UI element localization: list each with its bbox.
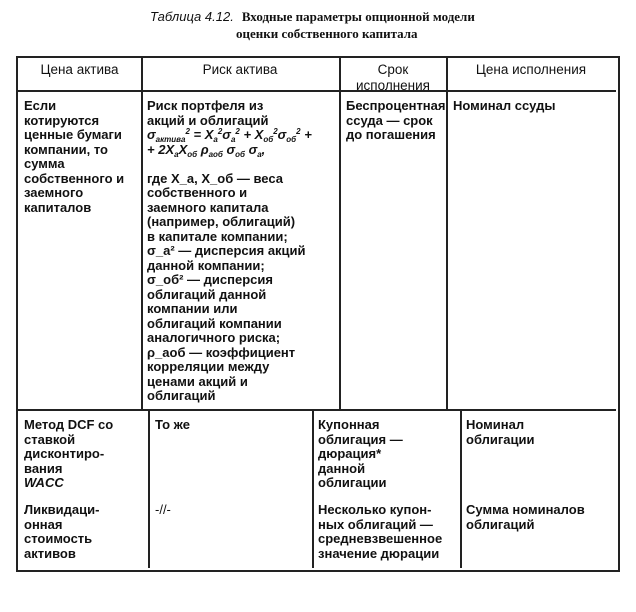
formula-symbol: ρ [197,141,209,157]
cell-line: котируются [24,112,100,128]
col-divider [460,410,462,568]
formula-superscript: 2 [217,127,223,136]
cell-line: облигаций [147,388,216,403]
formula-symbol: σ [222,141,236,157]
cell-asset-risk [147,99,337,404]
formula-symbol: + [239,127,255,142]
formula-symbol: + [300,127,312,142]
header-divider [18,90,616,92]
cell-line: облигация — [318,431,403,447]
cell-line: капиталов [24,199,92,215]
cell-line: активов [24,545,76,561]
formula-symbol: X [204,127,214,142]
section-divider [18,409,616,411]
formula-line [147,143,337,158]
cell-line: (например, облигаций) [147,214,296,229]
formula-line [147,128,337,143]
cell-line: σ_a² — дисперсия акций [147,243,306,258]
cell-line: облигаций данной [147,286,267,302]
cell-line: компании или [147,301,238,316]
cell-line: ρ_aоб — коэффициент [147,344,296,360]
cell-line: Метод DCF со [24,417,114,432]
caption-line-2: оценки собственного капитала [236,26,418,41]
cell-line: данной [318,460,366,476]
cell-line: ценные бумаги [24,127,122,142]
formula-subscript: активa [155,135,186,144]
cell-strike [466,503,616,532]
cell-strike [466,418,616,447]
formula-symbol: σ [277,127,287,142]
cell-line: Купонная [318,417,380,432]
formula-symbol: X [254,127,264,142]
formula-symbol: σ [147,127,156,142]
formula-subscript: aоб [208,149,223,159]
cell-line: собственного и [24,170,125,186]
cell-line: акций и облигаций [147,112,269,128]
cell-line: собственного и [147,185,248,200]
cell-line: WACC [24,475,64,490]
formula-symbol: σ [222,127,231,142]
formula-symbol: X [178,141,188,157]
formula-superscript: 2 [235,127,240,136]
formula-symbol: σ [244,141,258,157]
cell-line: заемного капитала [147,199,269,215]
spacer [147,157,337,172]
formula-subscript: a [213,135,218,144]
cell-line: Номинал [466,417,525,432]
col-divider [312,410,314,568]
formula-subscript: об [263,135,274,144]
formula-subscript: об [235,149,245,159]
formula-symbol: X [165,141,175,157]
cell-line: ссуда — срок [346,112,433,128]
formula-symbol: , [261,141,266,157]
table-number: Таблица 4.12. [150,9,234,24]
cell-line: средневзвешенное [318,531,443,546]
cell-term [318,418,458,491]
cell-line: вания [24,460,63,476]
cell-line: данной компании; [147,257,265,273]
formula-subscript: a [230,135,236,144]
formula-subscript: об [286,135,297,144]
cell-strike [453,99,613,114]
cell-line: облигаций компании [147,315,282,331]
col-divider [339,58,341,409]
cell-term [318,503,458,561]
cell-line: дисконтиро- [24,446,105,461]
cell-line: аналогичного риска; [147,330,281,345]
cell-line: Если [24,98,57,113]
cell-line: Несколько купон- [318,502,432,517]
cell-line: Ликвидаци- [24,502,100,517]
cell-line: Номинал ссуды [453,98,556,113]
formula-subscript: a [257,149,262,159]
cell-line: облигации [466,431,535,447]
cell-asset-risk [155,503,305,518]
cell-line: облигаций [466,516,535,532]
header-asset-risk: Риск актива [202,62,278,77]
cell-line: корреляции между [147,359,270,374]
cell-line: ценами акций и [147,373,248,389]
formula-symbol: = [189,127,205,142]
cell-asset-price [24,503,146,561]
formula-superscript: 2 [273,127,278,136]
cell-line: дюрация* [318,446,382,461]
cell-line: То же [155,417,190,432]
cell-asset-risk [155,418,305,433]
caption-line-1: Входные параметры опционной модели [241,9,475,24]
cell-line: стоимость [24,531,93,546]
cell-line: заемного [24,185,84,200]
cell-line: облигации [318,475,387,490]
cell-line: сумма [24,156,65,171]
formula-subscript: об [187,149,198,159]
cell-line: компании, то [24,141,108,157]
cell-line: Беспроцентная [346,98,446,113]
header-strike: Цена исполнения [475,62,587,77]
cell-line: онная [24,516,63,532]
header-asset-price: Цена актива [40,62,119,77]
col-divider [141,58,143,409]
cell-term [346,99,444,143]
cell-line: σ_об² — дисперсия [147,272,273,287]
cell-line: до погашения [346,127,436,142]
formula-superscript: 2 [296,127,301,136]
cell-asset-price [24,99,139,215]
cell-line: значение дюрации [318,545,440,561]
cell-line: -//- [155,502,171,517]
cell-asset-price [24,418,146,491]
cell-line: где X_a, X_об — веса [147,170,283,186]
formula-superscript: 2 [185,127,190,136]
cell-line: в капитале компании; [147,228,288,244]
cell-line: Сумма номиналов [466,502,585,517]
cell-line: Риск портфеля из [147,98,264,113]
col-divider [148,410,150,568]
col-divider [446,58,448,409]
header-term: Срок исполнения [356,62,430,93]
cell-line: ных облигаций — [318,516,433,532]
table-caption [150,8,475,42]
formula-subscript: a [174,149,179,159]
formula-symbol: + 2 [147,141,166,157]
cell-line: ставкой [24,431,76,447]
